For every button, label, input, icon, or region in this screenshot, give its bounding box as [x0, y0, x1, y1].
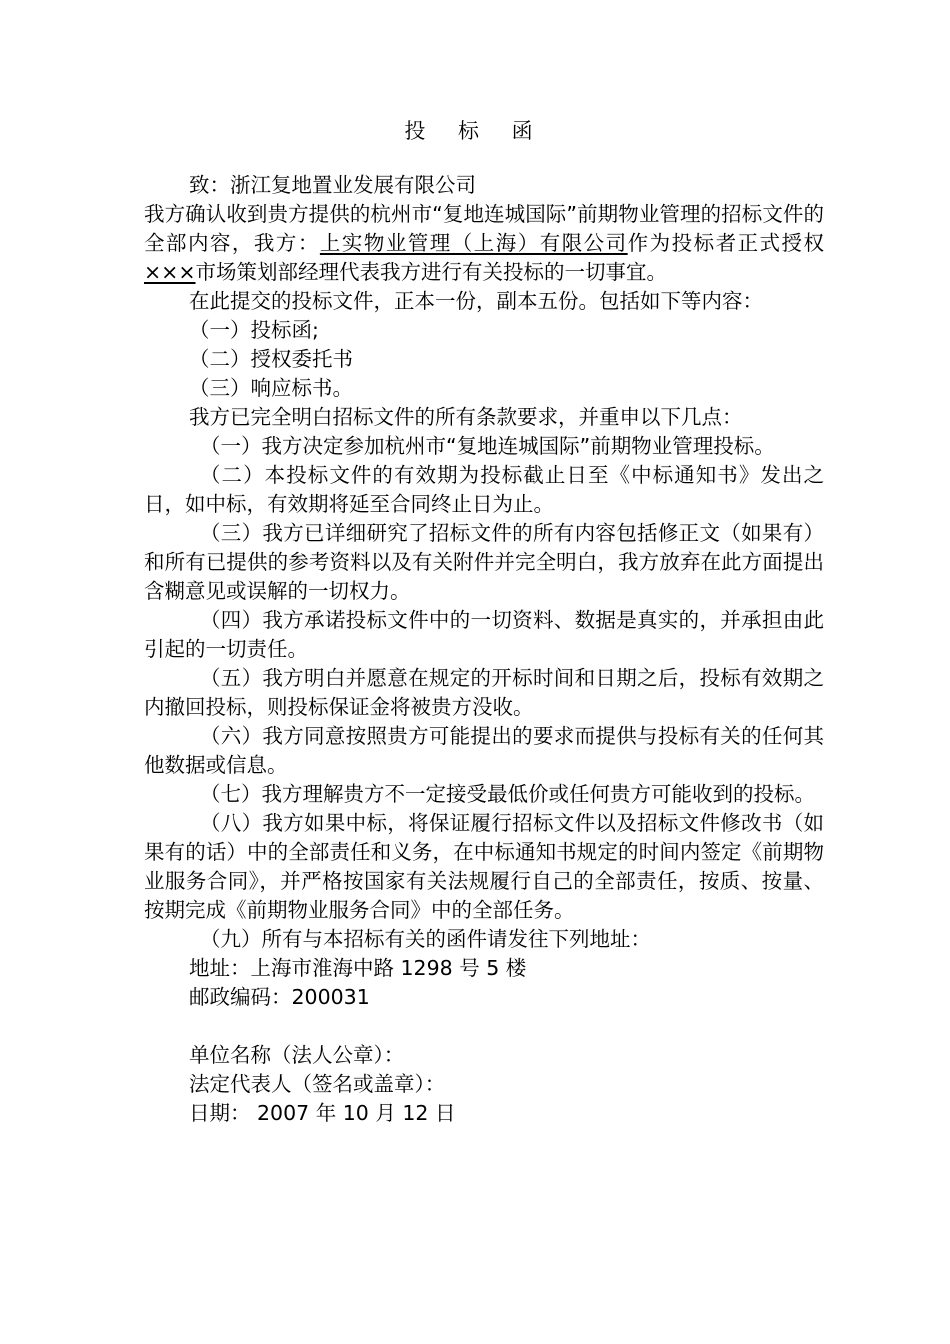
postcode-line: 邮政编码：200031 — [189, 985, 370, 1009]
declaration-point: （九）所有与本招标有关的函件请发往下列地址： — [200, 927, 651, 951]
signature-date: 日期： 2007 年 10 月 12 日 — [189, 1101, 456, 1125]
letter-body — [144, 171, 824, 1128]
spacer — [144, 1012, 824, 1041]
recipient-line: 致：浙江复地置业发展有限公司 — [189, 173, 476, 197]
contents-item: （一）投标函; — [189, 318, 319, 342]
intro-text-1: 我方确认收到贵方提供的杭州市“复地连城国际”前期物业管理的招标文件的全部内容，我方： — [144, 202, 824, 255]
submission-intro: 在此提交的投标文件，正本一份，副本五份。包括如下等内容： — [189, 289, 763, 313]
declaration-point: （八）我方如果中标，将保证履行招标文件以及招标文件修改书（如果有的话）中的全部责任和义务，在中标通知书规定的时间内签定《前期物业服务合同》，并严格按国家有关法规履行自己的全部责任，按质、按量、按期完成《前期物业服务合同》中的全部任务。 — [144, 811, 824, 922]
contents-item: （二）授权委托书 — [189, 347, 353, 371]
declaration-point: （五）我方明白并愿意在规定的开标时间和日期之后，投标有效期之内撤回投标，则投标保证金将被贵方没收。 — [144, 666, 824, 719]
document-title: 投 标 函 — [404, 119, 546, 143]
declaration-point: （四）我方承诺投标文件中的一切资料、数据是真实的，并承担由此引起的一切责任。 — [144, 608, 824, 661]
signature-representative: 法定代表人（签名或盖章）： — [189, 1072, 446, 1096]
intro-text-2: 作为投标者正式授权 — [627, 231, 825, 255]
bidder-company-name: 上实物业管理（上海）有限公司 — [319, 231, 628, 255]
declaration-intro: 我方已完全明白招标文件的所有条款要求，并重申以下几点： — [189, 405, 743, 429]
declaration-point: （一）我方决定参加杭州市“复地连城国际”前期物业管理投标。 — [200, 434, 775, 458]
authorized-person: ××× — [144, 260, 196, 284]
intro-paragraph — [144, 200, 824, 287]
declaration-point: （三）我方已详细研究了招标文件的所有内容包括修正文（如果有）和所有已提供的参考资料以及有关附件并完全明白，我方放弃在此方面提出含糊意见或误解的一切权力。 — [144, 521, 824, 603]
declaration-point: （七）我方理解贵方不一定接受最低价或任何贵方可能收到的投标。 — [200, 782, 815, 806]
declaration-point: （二）本投标文件的有效期为投标截止日至《中标通知书》发出之日，如中标，有效期将延至合同终止日为止。 — [144, 463, 824, 516]
signature-unit: 单位名称（法人公章）： — [189, 1043, 405, 1067]
address-line: 地址：上海市淮海中路 1298 号 5 楼 — [189, 956, 527, 980]
intro-text-3: 市场策划部经理代表我方进行有关投标的一切事宜。 — [195, 260, 668, 284]
contents-item: （三）响应标书。 — [189, 376, 353, 400]
declaration-point: （六）我方同意按照贵方可能提出的要求而提供与投标有关的任何其他数据或信息。 — [144, 724, 824, 777]
